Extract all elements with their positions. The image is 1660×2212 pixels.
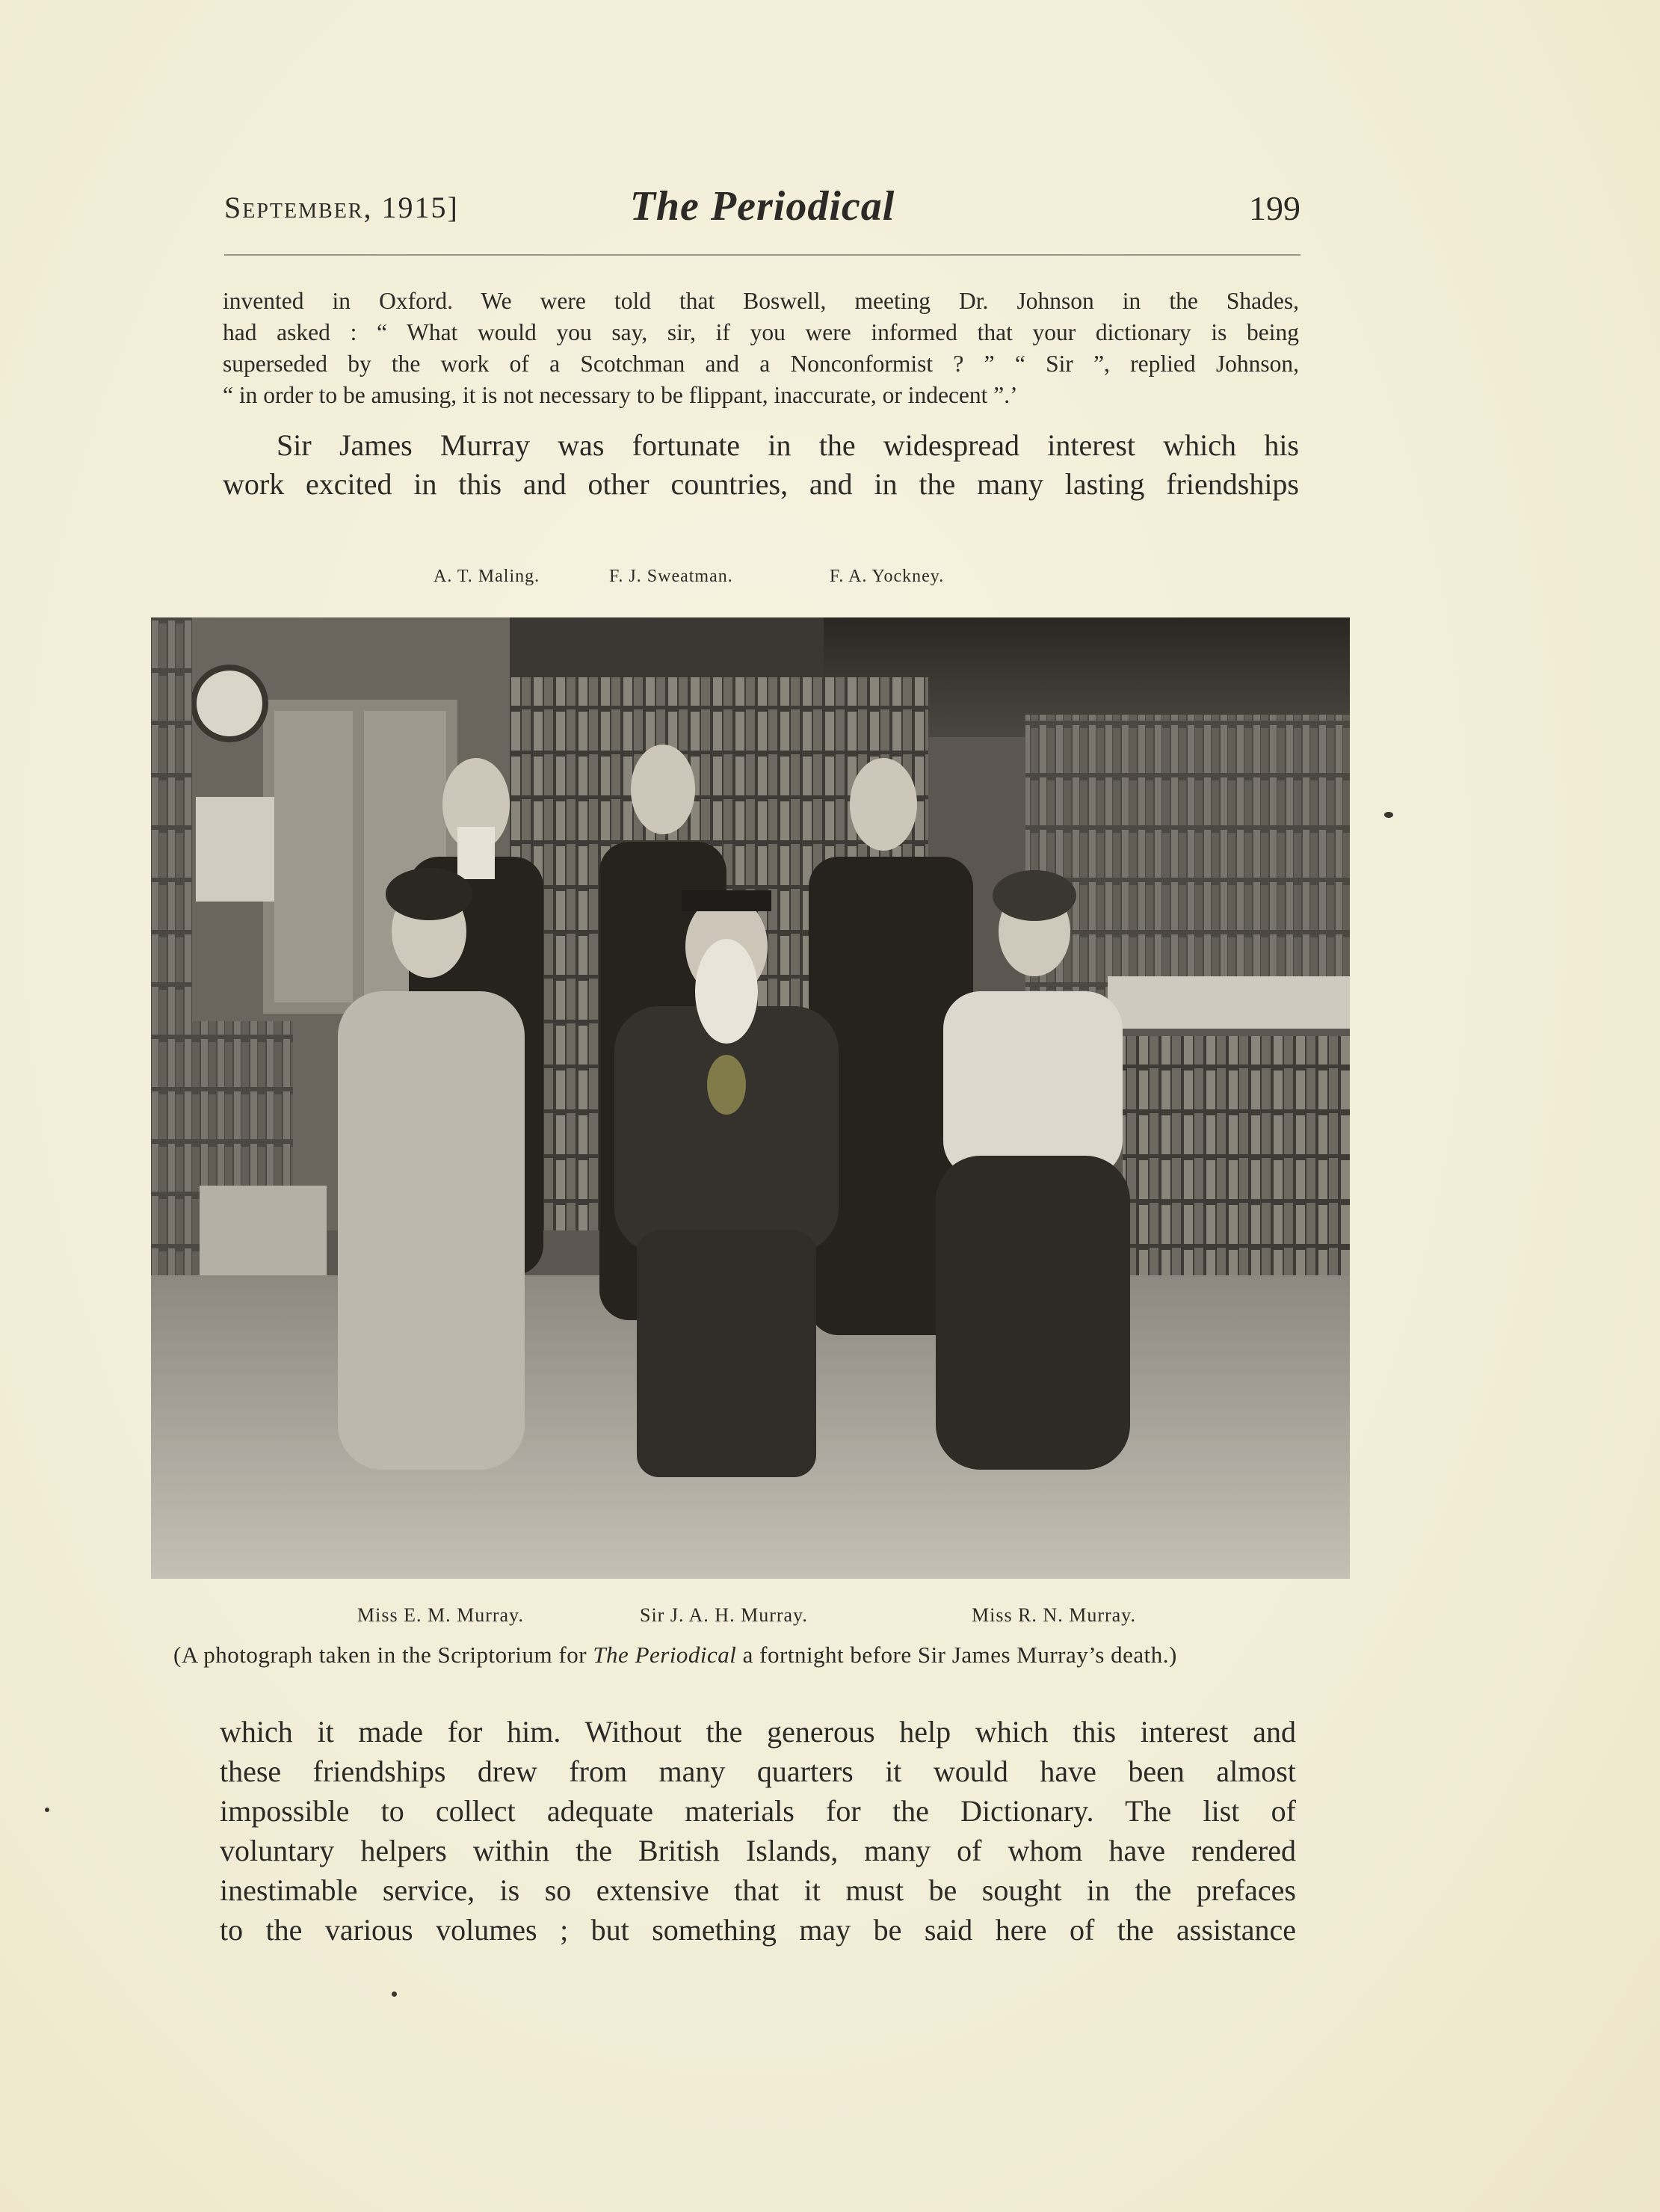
quote-paragraph [223,286,1299,411]
page-number: 199 [1249,189,1300,227]
text-line: “ in order to be amusing, it is not necessary to be flippant, inaccurate, or indecent ”.’ [223,382,1018,408]
caption-text: a fortnight before Sir James Murray’s death.) [736,1642,1177,1668]
caption-text: (A photograph taken in the Scriptorium for [173,1642,593,1668]
body-paragraph [220,1712,1296,1950]
scriptorium-photograph [151,617,1350,1579]
ink-speck [392,1991,397,1997]
text-line: Sir James Murray was fortunate in the widespread interest which his [277,428,1299,462]
label-miss-e-murray: Miss E. M. Murray. [357,1604,524,1626]
caption-italic-title: The Periodical [593,1642,737,1668]
journal-title: The Periodical [629,183,895,229]
text-line: these friendships drew from many quarters it would have been almost [220,1754,1296,1788]
label-miss-r-murray: Miss R. N. Murray. [972,1604,1136,1626]
ink-speck [45,1808,49,1812]
header-date: September, 1915] [224,191,459,224]
label-sweatman: F. J. Sweatman. [609,567,733,586]
photo-caption [173,1640,1347,1670]
text-line: impossible to collect adequate materials for the Dictionary. The list of [220,1794,1296,1828]
intro-paragraph [223,426,1299,504]
text-line: invented in Oxford. We were told that Boswell, meeting Dr. Johnson in the Shades, [223,288,1299,314]
text-line: which it made for him. Without the generous help which this interest and [220,1715,1296,1749]
label-yockney: F. A. Yockney. [830,567,945,586]
ink-speck [1384,812,1393,818]
photo-labels-seated [0,1604,1660,1634]
running-header [224,178,1300,238]
photograph-image [151,617,1350,1579]
text-line: had asked : “ What would you say, sir, if you were informed that your dictionary is being [223,319,1299,345]
text-line: inestimable service, is so extensive that it must be sought in the prefaces [220,1873,1296,1907]
header-rule [224,254,1300,256]
label-sir-james-murray: Sir J. A. H. Murray. [640,1604,808,1626]
text-line: voluntary helpers within the British Islands, many of whom have rendered [220,1834,1296,1867]
photo-labels-standing [0,567,1660,597]
text-line: superseded by the work of a Scotchman and a Nonconformist ? ” “ Sir ”, replied Johnson, [223,351,1299,377]
text-line: to the various volumes ; but something may be said here of the assistance [220,1913,1296,1947]
label-maling: A. T. Maling. [433,567,540,586]
text-line: work excited in this and other countries, and in the many lasting friendships [223,467,1299,501]
